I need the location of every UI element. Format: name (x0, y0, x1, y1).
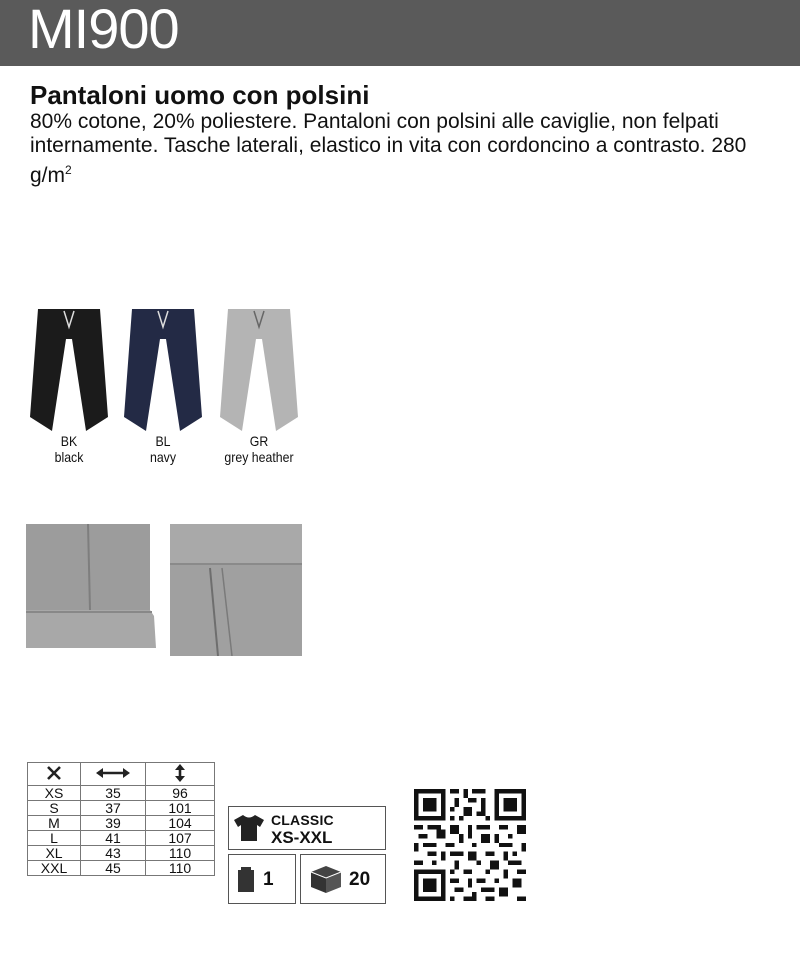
size-cell: L (28, 831, 81, 846)
single-pack-icon (237, 867, 255, 893)
size-table (27, 762, 215, 876)
color-swatch-navy[interactable] (120, 305, 206, 465)
length-cell: 104 (146, 816, 215, 831)
width-cell: 39 (81, 816, 146, 831)
product-title: Pantaloni uomo con polsini (30, 80, 370, 110)
product-description (30, 110, 790, 188)
length-cell: 101 (146, 801, 215, 816)
cross-icon (46, 766, 62, 780)
pants-black-icon (26, 305, 112, 433)
length-cell: 110 (146, 861, 215, 876)
product-code: MI900 (28, 0, 179, 60)
color-code: BL (155, 433, 171, 449)
width-cell: 45 (81, 861, 146, 876)
color-name: grey heather (224, 449, 294, 465)
color-swatch-grey[interactable] (216, 305, 302, 465)
table-row (28, 816, 215, 831)
cuff-detail-photo (26, 524, 158, 656)
size-header-cell (28, 763, 81, 786)
fit-box (228, 806, 386, 850)
size-cell: XL (28, 846, 81, 861)
width-cell: 41 (81, 831, 146, 846)
pants-navy-icon (120, 305, 206, 433)
width-arrow-icon (95, 767, 131, 779)
color-code: BK (60, 433, 78, 449)
pocket-detail-photo (170, 524, 302, 656)
width-cell: 37 (81, 801, 146, 816)
length-arrow-icon (174, 764, 186, 782)
single-pack-box (228, 854, 296, 904)
width-cell: 43 (81, 846, 146, 861)
description-sup: 2 (65, 163, 72, 177)
size-cell: XXL (28, 861, 81, 876)
size-cell: S (28, 801, 81, 816)
color-name: black (54, 449, 84, 465)
length-cell: 110 (146, 846, 215, 861)
width-cell: 35 (81, 786, 146, 801)
table-row (28, 861, 215, 876)
length-cell: 107 (146, 831, 215, 846)
table-row (28, 786, 215, 801)
qr-code-icon (414, 789, 526, 901)
carton-box-icon (309, 864, 343, 894)
carton-box (300, 854, 386, 904)
single-qty: 1 (263, 869, 274, 890)
size-cell: M (28, 816, 81, 831)
tshirt-icon (233, 814, 265, 842)
color-swatch-black[interactable] (26, 305, 112, 465)
description-text: 80% cotone, 20% poliestere. Pantaloni con polsini alle caviglie, non felpati internamente. Tasche laterali, elastico in vita con cordoncino a contrasto. 280 g/m (30, 110, 747, 187)
header-bar (0, 0, 800, 66)
carton-qty: 20 (349, 869, 371, 890)
color-name: navy (149, 449, 177, 465)
width-header-cell (81, 763, 146, 786)
table-row (28, 831, 215, 846)
fit-sizes: XS-XXL (271, 828, 333, 847)
color-code: GR (249, 433, 269, 449)
length-cell: 96 (146, 786, 215, 801)
fit-label: CLASSIC (271, 812, 334, 828)
size-cell: XS (28, 786, 81, 801)
table-row (28, 846, 215, 861)
length-header-cell (146, 763, 215, 786)
pants-grey-icon (216, 305, 302, 433)
size-table-header (28, 763, 215, 786)
table-row (28, 801, 215, 816)
